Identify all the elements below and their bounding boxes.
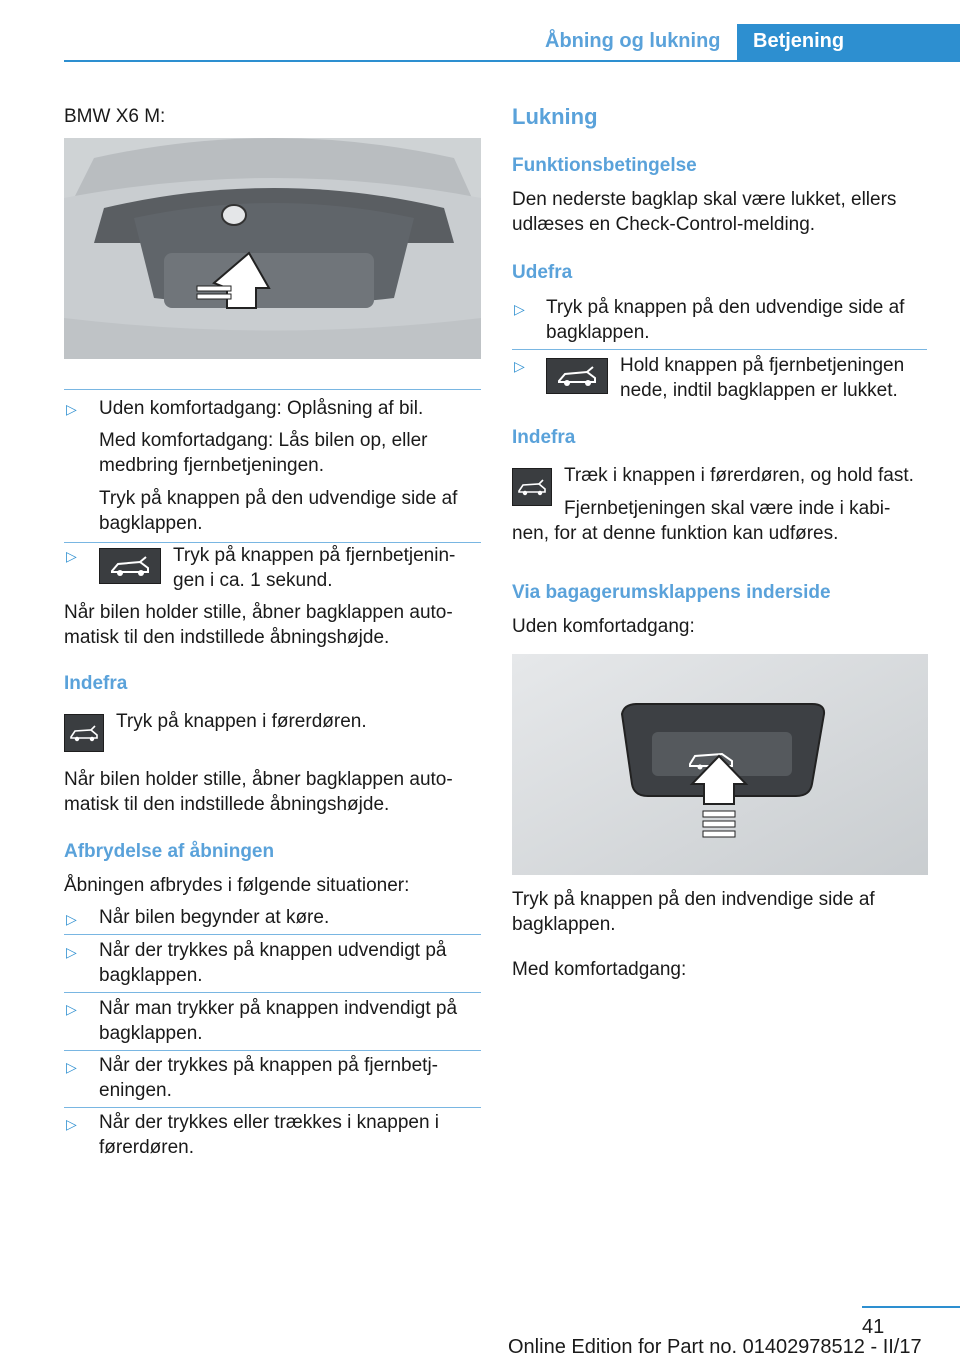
bullet-icon: ▷ (66, 1116, 77, 1132)
bullet-text: Tryk på knappen på den udvendige side af (546, 297, 905, 318)
bullet-text: Uden komfortadgang: Oplåsning af bil. (99, 398, 424, 419)
door-button-icon (512, 468, 552, 506)
bullet-text: medbring fjernbetjeningen. (99, 455, 324, 476)
header-section-title: Åbning og lukning (545, 30, 721, 52)
subheading-indefra-right: Indefra (512, 427, 576, 448)
bullet-text: Tryk på knappen på den udvendige side af (99, 488, 458, 509)
separator (512, 349, 927, 350)
page-number: 41 (862, 1316, 885, 1338)
paragraph: nen, for at denne funktion kan udføres. (512, 523, 839, 544)
list-item: bagklappen. (99, 965, 203, 986)
paragraph: Når bilen holder stille, åbner bagklappen auto‐ (64, 602, 453, 623)
bullet-icon: ▷ (66, 1059, 77, 1075)
tailgate-button-illustration (512, 654, 928, 875)
list-item: førerdøren. (99, 1137, 195, 1158)
door-button-icon (64, 714, 104, 752)
separator (64, 1107, 481, 1108)
paragraph: Fjernbetjeningen skal være inde i kabi‐ (564, 498, 891, 519)
bullet-icon: ▷ (66, 401, 77, 417)
header-tab-betjening (737, 24, 960, 62)
subheading-afbrydelse: Afbrydelse af åbningen (64, 841, 275, 862)
list-item: Når der trykkes eller trækkes i knappen i (99, 1112, 440, 1133)
paragraph: bagklappen. (512, 914, 616, 935)
subheading-indefra: Indefra (64, 673, 128, 694)
bullet-icon: ▷ (514, 358, 525, 374)
separator (64, 934, 481, 935)
paragraph: Tryk på knappen på den indvendige side af (512, 889, 875, 910)
bullet-icon: ▷ (66, 911, 77, 927)
separator (64, 1050, 481, 1051)
subheading-funktionsbetingelse: Funktionsbetingelse (512, 155, 697, 176)
header-rule (64, 60, 960, 62)
paragraph: Træk i knappen i førerdøren, og hold fast. (564, 465, 914, 486)
bullet-text: gen i ca. 1 sekund. (173, 570, 333, 591)
list-item: Når bilen begynder at køre. (99, 907, 330, 928)
list-item: Når man trykker på knappen indvendigt på (99, 998, 458, 1019)
paragraph: matisk til den indstillede åbningshøjde. (64, 627, 390, 648)
paragraph: Den nederste bagklap skal være lukket, ellers (512, 189, 897, 210)
bullet-text: nede, indtil bagklappen er lukket. (620, 380, 898, 401)
car-rear-photo (64, 138, 481, 359)
list-item: Når der trykkes på knappen på fjernbetj‐ (99, 1055, 439, 1076)
footer-edition: Online Edition for Part no. 01402978512 - II/17 (508, 1336, 922, 1358)
paragraph: Med komfortadgang: (512, 959, 687, 980)
image-caption: BMW X6 M: (64, 106, 166, 127)
paragraph: matisk til den indstillede åbningshøjde. (64, 794, 390, 815)
bullet-icon: ▷ (66, 548, 77, 564)
section-title-lukning: Lukning (512, 104, 598, 129)
footer-rule (862, 1306, 960, 1308)
bullet-icon: ▷ (66, 1001, 77, 1017)
paragraph: Uden komfortadgang: (512, 616, 695, 637)
bullet-text: Med komfortadgang: Lås bilen op, eller (99, 430, 428, 451)
bullet-icon: ▷ (66, 944, 77, 960)
paragraph: Tryk på knappen i førerdøren. (116, 711, 367, 732)
interior-button-photo (512, 654, 928, 875)
subheading-via-bagagerum: Via bagagerumsklappens inderside (512, 582, 831, 603)
bullet-text: Hold knappen på fjernbetjeningen (620, 355, 905, 376)
paragraph: udlæses en Check-Control-melding. (512, 214, 816, 235)
bullet-text: bagklappen. (546, 322, 650, 343)
bullet-icon: ▷ (514, 301, 525, 317)
list-item: Når der trykkes på knappen udvendigt på (99, 940, 447, 961)
remote-tailgate-icon (546, 358, 608, 394)
car-rear-illustration (64, 138, 481, 359)
remote-tailgate-icon (99, 548, 161, 584)
bullet-text: bagklappen. (99, 513, 203, 534)
list-item: bagklappen. (99, 1023, 203, 1044)
separator (64, 992, 481, 993)
separator (64, 389, 481, 390)
bullet-text: Tryk på knappen på fjernbetjenin‐ (173, 545, 456, 566)
paragraph: Åbningen afbrydes i følgende situationer: (64, 875, 410, 896)
list-item: eningen. (99, 1080, 172, 1101)
header-tab-label: Betjening (753, 30, 845, 52)
paragraph: Når bilen holder stille, åbner bagklappen auto‐ (64, 769, 453, 790)
subheading-udefra: Udefra (512, 262, 573, 283)
